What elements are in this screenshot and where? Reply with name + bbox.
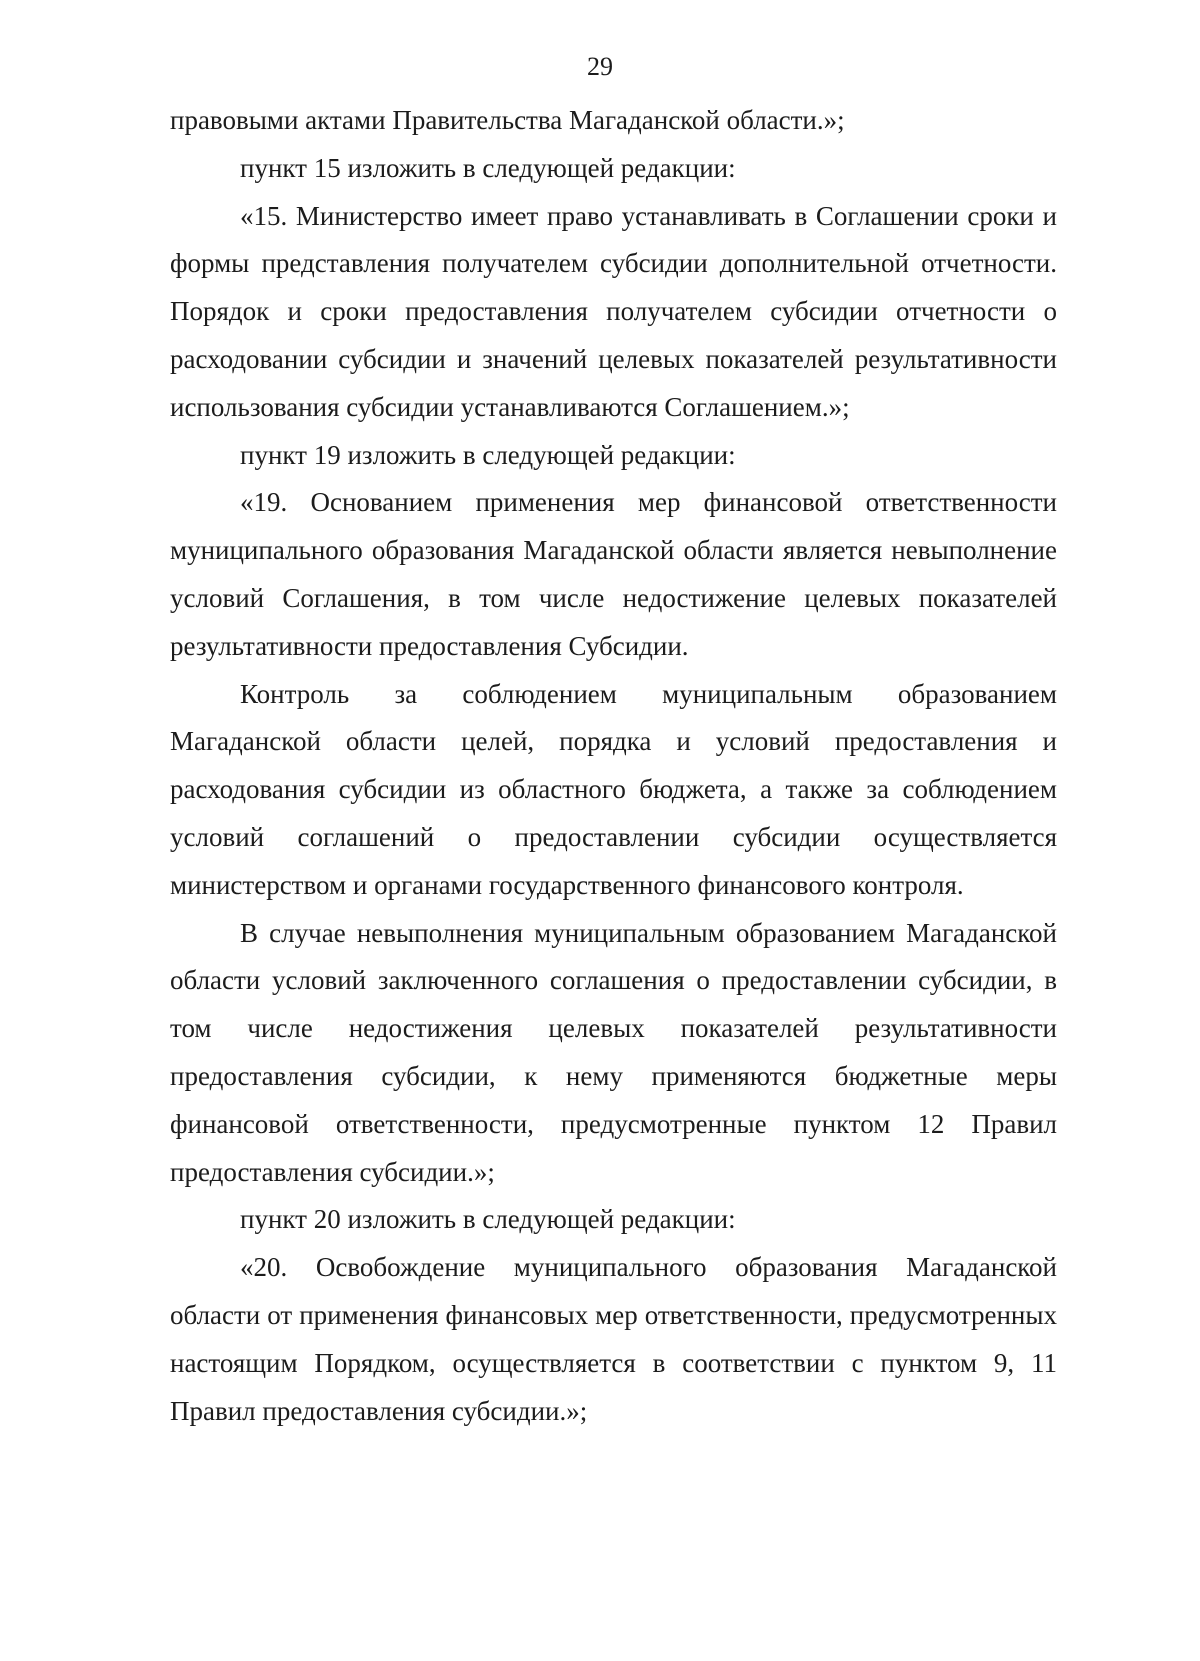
paragraph-non-fulfillment: В случае невыполнения муниципальным образованием Магаданской области условий заключенного соглашения о предоставлении субсидии, в том числе недостижения целевых показателей результативности предоставления субсидии, к нему применяются бюджетные меры финансовой ответственности, предусмотренные пунктом 12 Правил предоставления субсидии.»; xyxy=(170,917,1057,1187)
paragraph-amend-item-19: пункт 19 изложить в следующей редакции: xyxy=(240,439,736,470)
paragraph-item-15-text: «15. Министерство имеет право устанавливать в Соглашении сроки и формы представления получателем субсидии дополнительной отчетности. Порядок и сроки предоставления получателем субсидии отчетности о расходовании субсидии и значений целевых показателей результативности использования субсидии устанавливаются Соглашением.»; xyxy=(170,200,1057,422)
paragraph-amend-item-15: пункт 15 изложить в следующей редакции: xyxy=(240,152,736,183)
paragraph-continuation: правовыми актами Правительства Магаданской области.»; xyxy=(170,105,845,135)
paragraph-item-19-text: «19. Основанием применения мер финансовой ответственности муниципального образования Магаданской области является невыполнение условий Соглашения, в том числе недостижение целевых показателей результативности предоставления Субсидии. xyxy=(170,487,1057,661)
document-body xyxy=(170,97,1057,1435)
paragraph-control: Контроль за соблюдением муниципальным образованием Магаданской области целей, порядка и условий предоставления и расходования субсидии из областного бюджета, а также за соблюдением условий соглашений о предоставлении субсидии осуществляется министерством и органами государственного финансового контроля. xyxy=(170,678,1057,900)
paragraph-amend-item-20: пункт 20 изложить в следующей редакции: xyxy=(240,1204,736,1235)
page-number: 29 xyxy=(587,52,613,81)
paragraph-item-20-text: «20. Освобождение муниципального образования Магаданской области от применения финансовых мер ответственности, предусмотренных настоящим Порядком, осуществляется в соответствии с пунктом 9, 11 Правил предоставления субсидии.»; xyxy=(170,1252,1057,1426)
